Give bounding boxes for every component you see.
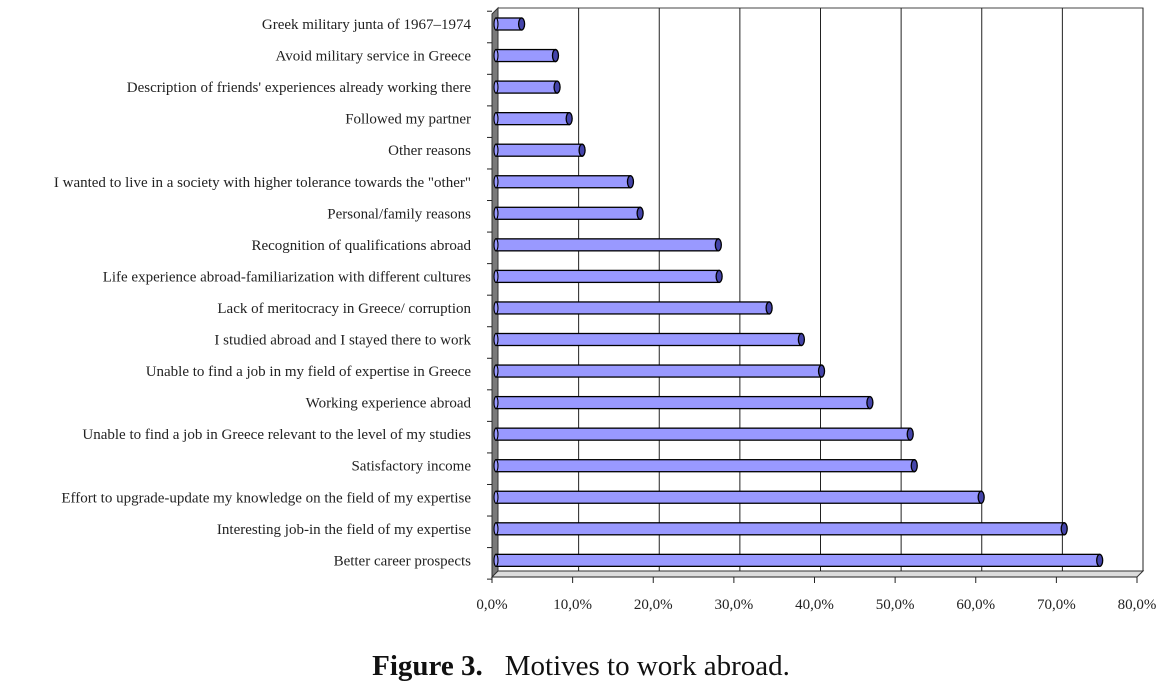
x-tick-label: 10,0% (553, 597, 592, 613)
bar-body (496, 365, 822, 377)
bar-start-cap (494, 491, 498, 503)
category-label: I wanted to live in a society with higher tolerance towards the "other" (53, 174, 471, 191)
bar (494, 554, 1103, 566)
floor (492, 571, 1143, 577)
bar-start-cap (494, 50, 498, 62)
bar-start-cap (494, 144, 498, 156)
bar-end-cap (911, 460, 917, 472)
bar-start-cap (494, 270, 498, 282)
bar (494, 428, 913, 440)
figure-caption (0, 650, 1162, 683)
bar-end-cap (907, 428, 913, 440)
bar-body (496, 207, 640, 219)
bar-body (496, 176, 630, 188)
bar-body (496, 397, 870, 409)
x-tick-label: 20,0% (633, 597, 673, 613)
bar-body (496, 302, 769, 314)
category-label: Description of friends' experiences already working there (126, 80, 471, 97)
category-label: Better career prospects (333, 553, 471, 570)
bar (494, 239, 721, 251)
x-tick-label: 50,0% (875, 597, 915, 613)
bar (494, 491, 984, 503)
bar-end-cap (798, 334, 804, 346)
bar-body (496, 523, 1064, 535)
bar-start-cap (494, 176, 498, 188)
bar-end-cap (566, 113, 572, 125)
bar-body (496, 428, 910, 440)
category-label: I studied abroad and I stayed there to work (214, 332, 471, 349)
bar-end-cap (1097, 554, 1103, 566)
category-label: Avoid military service in Greece (275, 48, 471, 65)
bar-start-cap (494, 460, 498, 472)
bar-end-cap (627, 176, 633, 188)
bar-start-cap (494, 207, 498, 219)
bar (494, 207, 643, 219)
bar-body (496, 460, 914, 472)
bar (494, 523, 1067, 535)
x-tick-label: 70,0% (1037, 597, 1076, 613)
bar-start-cap (494, 523, 498, 535)
bar (494, 334, 804, 346)
bar-end-cap (579, 144, 585, 156)
bar-start-cap (494, 334, 498, 346)
bar-end-cap (519, 18, 525, 30)
bar-start-cap (494, 365, 498, 377)
bar (494, 176, 633, 188)
bar (494, 397, 873, 409)
bar-body (496, 144, 582, 156)
bar-start-cap (494, 302, 498, 314)
category-label: Greek military junta of 1967–1974 (261, 17, 471, 33)
bar-body (496, 491, 981, 503)
category-labels (54, 17, 472, 569)
bar-body (496, 270, 719, 282)
bar-start-cap (494, 428, 498, 440)
category-label: Other reasons (388, 143, 471, 160)
category-label: Lack of meritocracy in Greece/ corruption (217, 300, 471, 317)
x-tick-label: 30,0% (714, 597, 754, 613)
bar-start-cap (494, 18, 498, 30)
bar-body (496, 334, 801, 346)
category-label: Followed my partner (345, 111, 471, 128)
category-label: Personal/family reasons (327, 206, 471, 223)
x-tick-label: 40,0% (795, 597, 834, 613)
bar-body (496, 113, 569, 125)
bar-end-cap (716, 270, 722, 282)
bar-start-cap (494, 113, 498, 125)
bar (494, 365, 825, 377)
bar-end-cap (715, 239, 721, 251)
bar (494, 270, 722, 282)
bar-end-cap (766, 302, 772, 314)
bar-end-cap (867, 397, 873, 409)
x-tick-label: 0,0% (476, 597, 508, 613)
figure-number: Figure 3. (372, 650, 483, 682)
bar (494, 81, 560, 93)
x-tick-label: 80,0% (1117, 597, 1157, 613)
bar-end-cap (554, 81, 560, 93)
bar-start-cap (494, 239, 498, 251)
bar-body (496, 18, 522, 30)
bar (494, 302, 772, 314)
bar (494, 144, 585, 156)
category-label: Satisfactory income (351, 458, 471, 475)
category-label: Life experience abroad-familiarization with different cultures (102, 269, 471, 286)
bar (494, 50, 558, 62)
bar-body (496, 554, 1100, 566)
category-label: Unable to find a job in Greece relevant to the level of my studies (82, 427, 471, 444)
category-label: Interesting job-in the field of my expertise (216, 521, 471, 538)
category-label: Unable to find a job in my field of expertise in Greece (145, 364, 471, 381)
bar-end-cap (819, 365, 825, 377)
bar-end-cap (552, 50, 558, 62)
bar-start-cap (494, 397, 498, 409)
figure-title: Motives to work abroad. (504, 650, 790, 682)
bar-start-cap (494, 554, 498, 566)
bar (494, 113, 572, 125)
category-label: Recognition of qualifications abroad (251, 237, 471, 254)
bar-start-cap (494, 81, 498, 93)
bar-body (496, 81, 557, 93)
bar (494, 460, 917, 472)
bar-body (496, 50, 555, 62)
bar-end-cap (1061, 523, 1067, 535)
bar (494, 18, 525, 30)
x-tick-label: 60,0% (956, 597, 996, 613)
bar-end-cap (637, 207, 643, 219)
bar-end-cap (978, 491, 984, 503)
category-label: Working experience abroad (305, 395, 471, 412)
bar-body (496, 239, 718, 251)
category-label: Effort to upgrade-update my knowledge on the field of my expertise (61, 490, 471, 507)
